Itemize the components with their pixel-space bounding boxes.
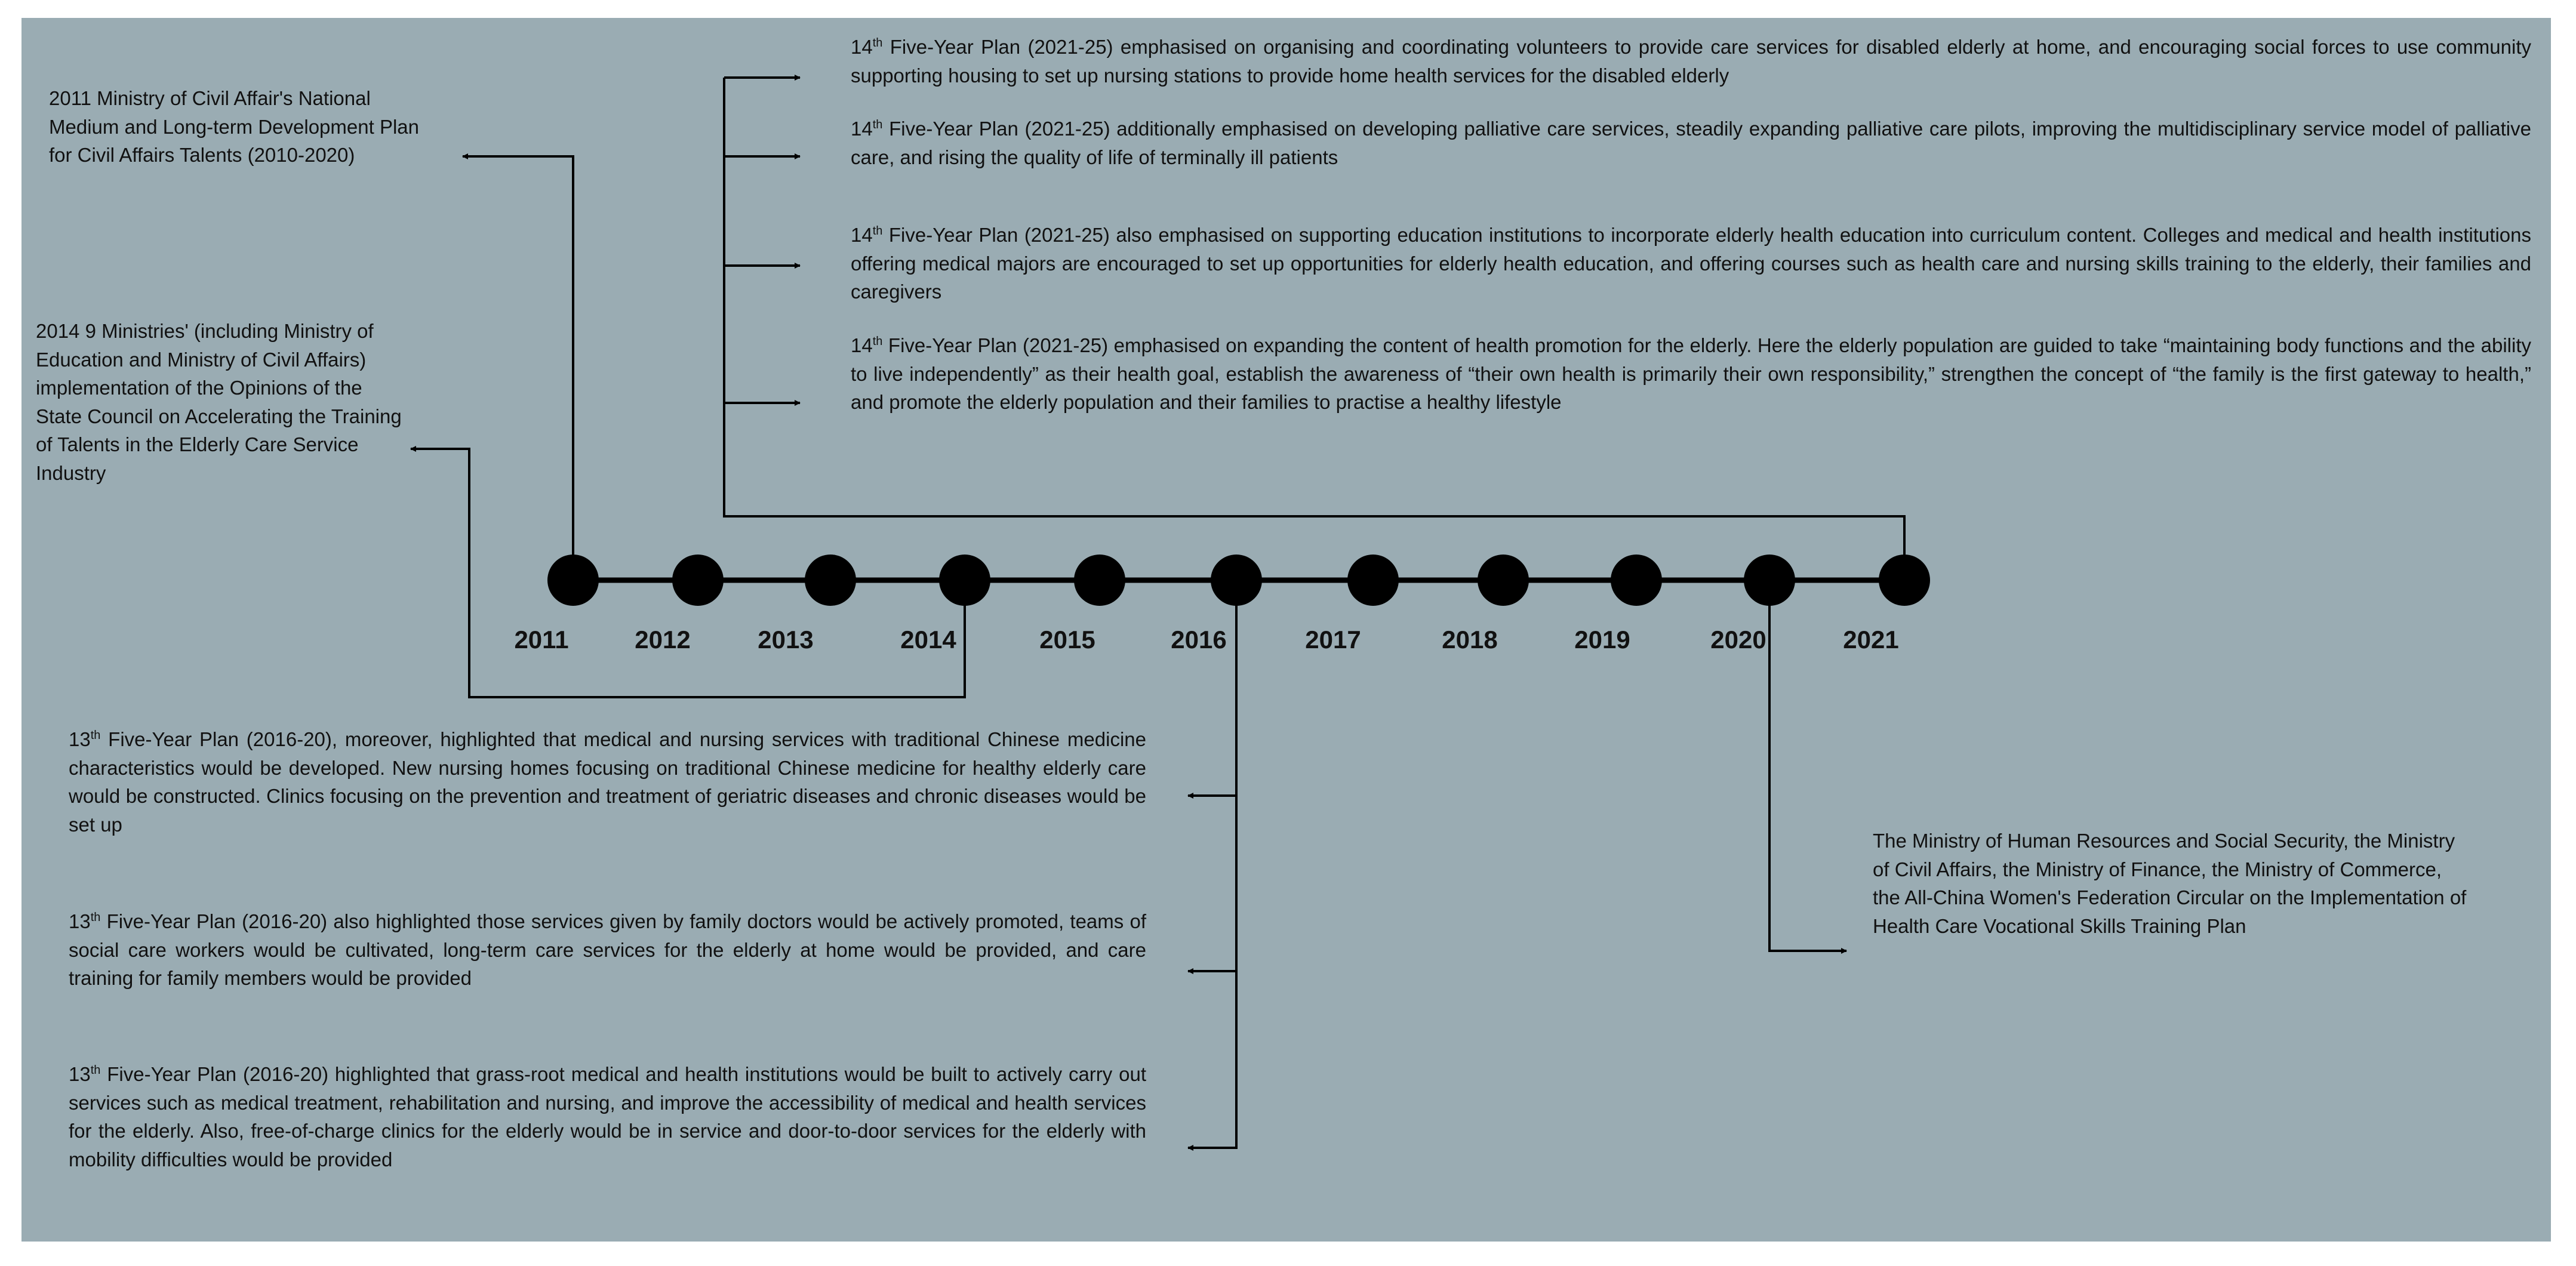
event-2011-text: 2011 Ministry of Civil Affair's National Medium and Long-term Development Plan for Civil Affairs Talents (2010-2020): [49, 87, 419, 166]
event-2020-text: The Ministry of Human Resources and Social Security, the Ministry of Civil Affairs, the Ministry of Finance, the Ministry of Commerce, the All-China Women's Federation Circular on the Implementation of Health Care Vocational Skills Training Plan: [1873, 830, 2467, 937]
year-label-2016: 2016: [1171, 626, 1227, 654]
year-label-2014: 2014: [900, 626, 956, 654]
node-2015: [1074, 555, 1125, 606]
connector-2011: [463, 156, 573, 580]
node-2020: [1744, 555, 1795, 606]
plan13-item-3: 13th Five-Year Plan (2016-20) highlighted that grass-root medical and health institutions would be built to actively carry out services such as medical treatment, rehabilitation and nursing, and improve the accessibility of medical and health services for the elderly. Also, free-of-charge clinics for the elderly would be in service and door-to-door services for the elderly with mobility difficulties would be provided: [69, 1063, 1146, 1170]
node-2013: [805, 555, 856, 606]
node-2019: [1611, 555, 1662, 606]
node-2017: [1347, 555, 1399, 606]
node-2012: [672, 555, 724, 606]
node-2021: [1879, 555, 1930, 606]
year-label-2021: 2021: [1843, 626, 1899, 654]
year-label-2015: 2015: [1039, 626, 1095, 654]
year-label-2012: 2012: [635, 626, 691, 654]
plan13-item-2: 13th Five-Year Plan (2016-20) also highlighted those services given by family doctors would be actively promoted, teams of social care workers would be cultivated, long-term care services for the elderly at home would be provided, and care training for family members would be provided: [69, 910, 1146, 989]
year-label-2019: 2019: [1574, 626, 1630, 654]
year-label-2017: 2017: [1305, 626, 1361, 654]
year-label-2020: 2020: [1710, 626, 1766, 654]
year-label-2013: 2013: [758, 626, 814, 654]
plan14-item-1: 14th Five-Year Plan (2021-25) emphasised on organising and coordinating volunteers to provide care services for disabled elderly at home, and encouraging social forces to use community supporting housing to set up nursing stations to provide home health services for the disabled elderly: [851, 36, 2531, 87]
year-label-2011: 2011: [514, 626, 569, 654]
plan14-item-4: 14th Five-Year Plan (2021-25) emphasised on expanding the content of health promotion for the elderly. Here the elderly population are guided to take “maintaining body functions and the ability to live independently” as their health goal, establish the awareness of “their own health is primarily their own responsibility,” strengthen the concept of “the family is the first gateway to health,” and promote the elderly population and their families to practise a healthy lifestyle: [851, 334, 2531, 413]
node-2018: [1478, 555, 1529, 606]
plan13-item-1: 13th Five-Year Plan (2016-20), moreover, highlighted that medical and nursing services with traditional Chinese medicine characteristics would be developed. New nursing homes focusing on traditional Chinese medicine for healthy elderly care would be constructed. Clinics focusing on the prevention and treatment of geriatric diseases and chronic diseases would be set up: [69, 728, 1146, 836]
year-label-2018: 2018: [1442, 626, 1498, 654]
plan14-item-3: 14th Five-Year Plan (2021-25) also emphasised on supporting education institutions to incorporate elderly health education into curriculum content. Colleges and medical and health institutions offering medical majors are encouraged to set up opportunities for elderly health education, and offering courses such as health care and nursing skills training to the elderly, their families and caregivers: [851, 224, 2531, 303]
node-2014: [939, 555, 990, 606]
plan14-item-2: 14th Five-Year Plan (2021-25) additionally emphasised on developing palliative care services, steadily expanding palliative care pilots, improving the multidisciplinary service model of palliative care, and rising the quality of life of terminally ill patients: [851, 118, 2531, 168]
node-2011: [547, 555, 599, 606]
node-2016: [1211, 555, 1262, 606]
event-2014-text: 2014 9 Ministries' (including Ministry of Education and Ministry of Civil Affairs) implementation of the Opinions of the State Council on Accelerating the Training of Talents in the Elderly Care Service Industry: [36, 320, 402, 484]
